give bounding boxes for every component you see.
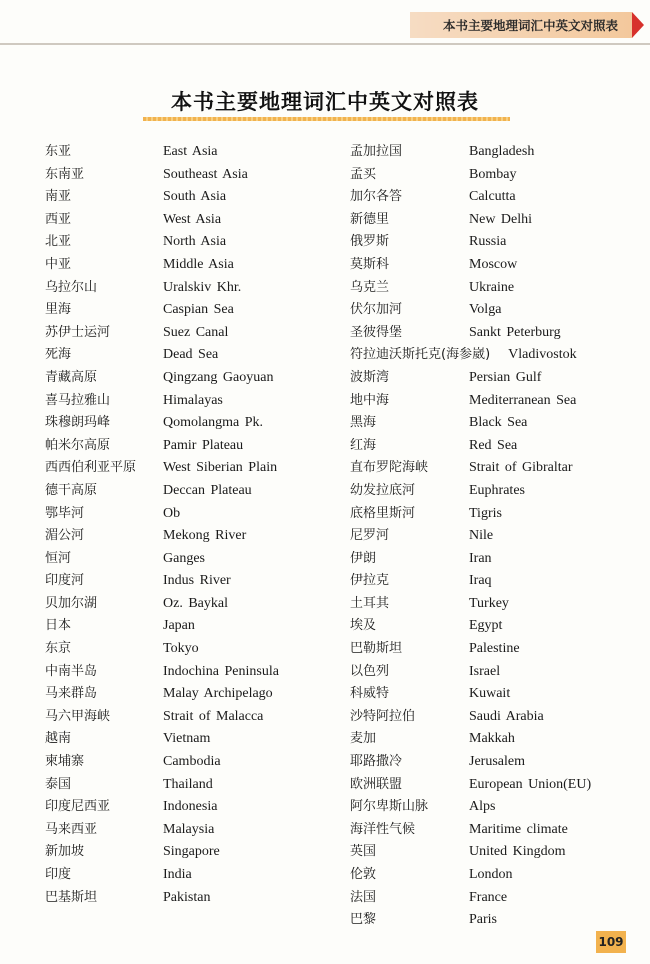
term-chinese: 加尔各答: [350, 189, 403, 205]
glossary-entry: [350, 887, 640, 910]
term-chinese: 波斯湾: [350, 369, 390, 385]
glossary-entry: [350, 728, 640, 751]
glossary-entry: [350, 909, 640, 932]
term-chinese: 印度: [45, 867, 72, 882]
term-chinese: 喜马拉雅山: [45, 392, 111, 408]
title-underline: [143, 117, 510, 121]
glossary-entry: [350, 796, 640, 819]
term-english: East Asia: [163, 144, 218, 159]
term-english: Indochina Peninsula: [163, 663, 279, 679]
term-english: Nile: [469, 528, 494, 544]
glossary-entry: [350, 186, 640, 209]
glossary-entry: [350, 593, 640, 616]
term-english: Moscow: [469, 256, 518, 272]
term-english: Ganges: [163, 550, 205, 566]
term-english: Pakistan: [163, 889, 211, 905]
glossary-entry: [350, 864, 640, 887]
glossary-entry: [350, 209, 640, 232]
glossary-entry: [350, 819, 640, 842]
term-english: Makkah: [469, 731, 515, 747]
term-english: North Asia: [163, 234, 227, 250]
glossary-entry: [45, 141, 335, 164]
term-chinese: 西西伯利亚平原: [45, 460, 137, 476]
term-english: Russia: [469, 234, 507, 250]
page-number: 109: [596, 931, 626, 953]
glossary-entry: [45, 164, 335, 187]
term-chinese: 东京: [45, 641, 72, 657]
term-chinese: 伏尔加河: [350, 302, 403, 318]
term-chinese: 马六甲海峡: [45, 708, 111, 724]
term-english: Mekong River: [163, 528, 247, 544]
term-chinese: 沙特阿拉伯: [350, 708, 416, 724]
glossary-entry: [350, 615, 640, 638]
glossary-entry: [350, 570, 640, 593]
glossary-entry: [45, 819, 335, 842]
term-chinese: 地中海: [350, 392, 390, 408]
glossary-entry: [350, 706, 640, 729]
term-chinese: 越南: [45, 731, 72, 747]
glossary-entry: [350, 751, 640, 774]
glossary-entry: [45, 593, 335, 616]
term-english: Turkey: [469, 595, 509, 611]
term-english: Indus River: [163, 573, 231, 589]
glossary-entry: [45, 706, 335, 729]
glossary-entry: [45, 638, 335, 661]
term-english: Malaysia: [163, 821, 215, 837]
header-arrow-icon: [632, 12, 644, 38]
term-chinese: 鄂毕河: [45, 505, 85, 521]
term-chinese: 圣彼得堡: [350, 324, 403, 340]
glossary-entry: [45, 435, 335, 458]
term-english: Palestine: [469, 641, 520, 657]
term-english: Caspian Sea: [163, 302, 234, 318]
term-english: Tokyo: [163, 641, 199, 657]
glossary-entry: [350, 231, 640, 254]
glossary-entry: [45, 299, 335, 322]
term-english: West Asia: [163, 211, 222, 227]
term-chinese: 乌克兰: [350, 279, 390, 295]
term-english: London: [469, 867, 513, 882]
term-chinese: 莫斯科: [350, 256, 390, 272]
glossary-entry: [350, 412, 640, 435]
term-chinese: 阿尔卑斯山脉: [350, 799, 429, 815]
glossary-entry: [45, 887, 335, 910]
page-title: 本书主要地理词汇中英文对照表: [171, 90, 479, 114]
glossary-entry: [350, 435, 640, 458]
term-english: South Asia: [163, 189, 227, 205]
term-chinese: 以色列: [350, 663, 390, 679]
term-chinese: 孟买: [350, 166, 377, 182]
term-chinese: 苏伊士运河: [45, 324, 111, 340]
glossary-entry: [350, 457, 640, 480]
term-chinese: 恒河: [45, 550, 72, 566]
glossary-entry: [350, 141, 640, 164]
term-chinese: 东亚: [45, 144, 72, 159]
term-chinese: 直布罗陀海峡: [350, 460, 429, 476]
glossary-entry: [350, 480, 640, 503]
term-english: Euphrates: [469, 482, 525, 498]
term-chinese: 法国: [350, 889, 377, 905]
term-english: Ukraine: [469, 279, 515, 295]
term-english: Iraq: [469, 573, 492, 589]
term-chinese: 伊拉克: [350, 573, 390, 589]
term-chinese: 黑海: [350, 415, 377, 431]
term-english: Southeast Asia: [163, 166, 248, 182]
term-english: Singapore: [163, 844, 220, 860]
glossary-entry: [45, 344, 335, 367]
term-english: Pamir Plateau: [163, 437, 244, 453]
glossary-entry: [350, 367, 640, 390]
term-english: United Kingdom: [469, 844, 566, 860]
glossary-entry: [45, 683, 335, 706]
term-english: Vietnam: [163, 731, 211, 747]
term-chinese: 南亚: [45, 189, 72, 205]
term-english: Uralskiv Khr.: [163, 279, 242, 295]
glossary-entry: [350, 548, 640, 571]
term-chinese: 马来群岛: [45, 686, 98, 702]
glossary-entry: [45, 841, 335, 864]
term-english: Ob: [163, 505, 181, 521]
glossary-right-column: [350, 141, 640, 932]
term-chinese: 麦加: [350, 731, 377, 747]
glossary-entry: [45, 322, 335, 345]
term-chinese: 新加坡: [45, 844, 85, 860]
term-english: European Union(EU): [469, 776, 592, 792]
term-chinese: 湄公河: [45, 528, 85, 544]
term-english: Maritime climate: [469, 821, 568, 837]
glossary-entry: [45, 525, 335, 548]
term-english: Indonesia: [163, 799, 218, 815]
term-chinese: 土耳其: [350, 595, 390, 611]
term-chinese: 贝加尔湖: [45, 595, 98, 611]
term-chinese: 马来西亚: [45, 821, 98, 837]
term-english: Tigris: [469, 505, 502, 521]
term-chinese: 伦敦: [350, 867, 377, 882]
glossary-entry: [350, 164, 640, 187]
glossary-entry: [45, 231, 335, 254]
term-english: Japan: [163, 618, 195, 634]
term-english: Egypt: [469, 618, 503, 634]
term-english: Persian Gulf: [469, 369, 542, 385]
term-chinese: 海洋性气候: [350, 821, 416, 837]
glossary-entry: [45, 570, 335, 593]
term-chinese: 耶路撒冷: [350, 754, 403, 770]
glossary-entry: [350, 299, 640, 322]
term-english: Jerusalem: [469, 754, 525, 770]
term-chinese: 红海: [350, 437, 377, 453]
glossary-entry: [45, 457, 335, 480]
term-english: New Delhi: [469, 211, 533, 227]
term-chinese: 巴黎: [350, 912, 377, 928]
glossary-entry: [45, 186, 335, 209]
glossary-entry: [350, 390, 640, 413]
term-chinese: 尼罗河: [350, 528, 390, 544]
term-chinese: 巴基斯坦: [45, 889, 98, 905]
glossary-entry: [45, 367, 335, 390]
term-english: Qingzang Gaoyuan: [163, 369, 274, 385]
header-tab: [410, 12, 632, 38]
glossary-entry: [350, 277, 640, 300]
term-english: Strait of Malacca: [163, 708, 264, 724]
term-english: Himalayas: [163, 392, 223, 408]
term-chinese: 西亚: [45, 211, 72, 227]
term-chinese: 乌拉尔山: [45, 279, 98, 295]
term-chinese: 印度尼西亚: [45, 799, 111, 815]
glossary-entry: [45, 412, 335, 435]
term-english: Qomolangma Pk.: [163, 415, 263, 431]
glossary-entry: [45, 480, 335, 503]
term-chinese: 里海: [45, 302, 72, 318]
glossary-entry: [45, 277, 335, 300]
term-english: Paris: [469, 912, 497, 928]
term-english: Oz. Baykal: [163, 595, 228, 611]
term-chinese: 德干高原: [45, 482, 98, 498]
glossary-entry: [45, 615, 335, 638]
term-chinese: 巴勒斯坦: [350, 641, 403, 657]
term-chinese: 印度河: [45, 573, 85, 589]
term-english: France: [469, 889, 508, 905]
term-english: Bangladesh: [469, 144, 535, 159]
term-english: Malay Archipelago: [163, 686, 273, 702]
term-chinese: 泰国: [45, 776, 72, 792]
term-english: Bombay: [469, 166, 517, 182]
term-chinese: 中南半岛: [45, 663, 98, 679]
term-chinese: 俄罗斯: [350, 234, 390, 250]
glossary-entry: [45, 503, 335, 526]
term-english: Suez Canal: [163, 324, 229, 340]
term-english: Dead Sea: [163, 347, 219, 363]
term-english: Thailand: [163, 776, 213, 792]
term-chinese: 死海: [45, 347, 72, 363]
glossary-entry: [350, 661, 640, 684]
glossary-entry: [45, 661, 335, 684]
term-english: Calcutta: [469, 189, 516, 205]
term-chinese: 珠穆朗玛峰: [45, 415, 111, 431]
term-english: Strait of Gibraltar: [469, 460, 573, 476]
glossary-entry: [45, 774, 335, 797]
term-chinese: 符拉迪沃斯托克(海参崴): [350, 347, 491, 363]
glossary-entry: [45, 548, 335, 571]
glossary-entry: [350, 638, 640, 661]
term-english: Kuwait: [469, 686, 511, 702]
header-tab-text: 本书主要地理词汇中英文对照表: [442, 18, 618, 33]
term-english: India: [163, 867, 192, 882]
glossary-entry: [350, 774, 640, 797]
term-english: Volga: [469, 302, 502, 318]
term-english: Mediterranean Sea: [469, 392, 577, 408]
term-english: Deccan Plateau: [163, 482, 252, 498]
term-chinese: 东南亚: [45, 166, 85, 182]
term-chinese: 英国: [350, 844, 377, 860]
term-english: Middle Asia: [163, 256, 234, 272]
term-english: Cambodia: [163, 754, 221, 770]
glossary-entry: [45, 864, 335, 887]
term-chinese: 北亚: [45, 234, 72, 250]
term-chinese: 中亚: [45, 256, 72, 272]
term-english: Vladivostok: [508, 347, 577, 363]
term-chinese: 伊朗: [350, 550, 377, 566]
glossary-left-column: [45, 141, 335, 909]
term-english: Iran: [469, 550, 492, 566]
glossary-entry: [350, 254, 640, 277]
glossary-entry: [350, 525, 640, 548]
term-chinese: 幼发拉底河: [350, 482, 416, 498]
term-chinese: 柬埔寨: [45, 754, 85, 770]
term-chinese: 欧洲联盟: [350, 776, 403, 792]
term-chinese: 埃及: [350, 618, 377, 634]
glossary-entry: [350, 344, 640, 367]
glossary-entry: [350, 841, 640, 864]
term-chinese: 底格里斯河: [350, 505, 416, 521]
term-english: Alps: [469, 799, 496, 815]
glossary-entry: [45, 751, 335, 774]
term-chinese: 青藏高原: [45, 369, 98, 385]
term-chinese: 日本: [45, 618, 72, 634]
glossary-entry: [350, 503, 640, 526]
term-english: Red Sea: [469, 437, 518, 453]
glossary-entry: [45, 390, 335, 413]
term-english: Black Sea: [469, 415, 528, 431]
term-english: West Siberian Plain: [163, 460, 278, 476]
glossary-entry: [45, 728, 335, 751]
header-divider: [0, 43, 650, 45]
term-chinese: 帕米尔高原: [45, 437, 111, 453]
term-english: Saudi Arabia: [469, 708, 544, 724]
term-chinese: 孟加拉国: [350, 144, 403, 159]
glossary-entry: [45, 796, 335, 819]
glossary-entry: [350, 683, 640, 706]
term-chinese: 科威特: [350, 686, 390, 702]
term-english: Israel: [469, 663, 501, 679]
glossary-entry: [45, 209, 335, 232]
term-english: Sankt Peterburg: [469, 324, 561, 340]
term-chinese: 新德里: [350, 211, 390, 227]
glossary-entry: [45, 254, 335, 277]
glossary-entry: [350, 322, 640, 345]
